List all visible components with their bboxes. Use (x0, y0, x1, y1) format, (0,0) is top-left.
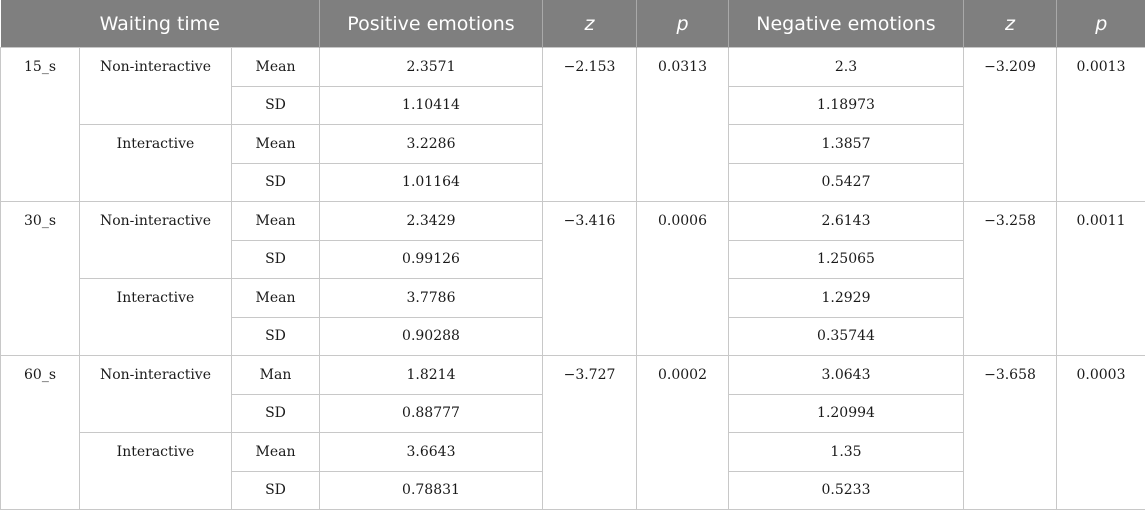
positive-z-cell: −3.416 (543, 202, 637, 356)
condition-cell: Interactive (80, 433, 232, 510)
stat-cell: SD (232, 394, 320, 433)
positive-value-cell: 0.90288 (320, 317, 543, 356)
header-positive-emotions: Positive emotions (320, 0, 543, 48)
positive-p-cell: 0.0002 (637, 356, 729, 510)
negative-value-cell: 1.25065 (729, 240, 964, 279)
positive-p-cell: 0.0313 (637, 48, 729, 202)
positive-value-cell: 3.6643 (320, 433, 543, 472)
table-row (1, 202, 1145, 241)
positive-value-cell: 3.2286 (320, 125, 543, 164)
negative-value-cell: 1.20994 (729, 394, 964, 433)
negative-value-cell: 0.35744 (729, 317, 964, 356)
waiting-time-cell: 60_s (1, 356, 80, 510)
header-waiting-time: Waiting time (1, 0, 320, 48)
negative-value-cell: 2.6143 (729, 202, 964, 241)
negative-z-cell: −3.658 (964, 356, 1057, 510)
positive-value-cell: 3.7786 (320, 279, 543, 318)
positive-z-cell: −3.727 (543, 356, 637, 510)
negative-value-cell: 2.3 (729, 48, 964, 87)
header-z-positive: z (543, 0, 637, 48)
stat-cell: Mean (232, 433, 320, 472)
positive-p-cell: 0.0006 (637, 202, 729, 356)
condition-cell: Non-interactive (80, 356, 232, 433)
header-negative-emotions: Negative emotions (729, 0, 964, 48)
negative-value-cell: 1.18973 (729, 86, 964, 125)
negative-z-cell: −3.209 (964, 48, 1057, 202)
header-p-negative: p (1057, 0, 1145, 48)
positive-value-cell: 2.3571 (320, 48, 543, 87)
waiting-time-cell: 30_s (1, 202, 80, 356)
negative-p-cell: 0.0003 (1057, 356, 1145, 510)
stat-cell: SD (232, 471, 320, 510)
table-body (1, 48, 1145, 510)
condition-cell: Interactive (80, 125, 232, 202)
positive-value-cell: 0.99126 (320, 240, 543, 279)
positive-value-cell: 0.78831 (320, 471, 543, 510)
table-header (1, 0, 1145, 48)
stat-cell: SD (232, 317, 320, 356)
stat-cell: SD (232, 163, 320, 202)
stat-cell: Mean (232, 279, 320, 318)
negative-z-cell: −3.258 (964, 202, 1057, 356)
positive-z-cell: −2.153 (543, 48, 637, 202)
condition-cell: Non-interactive (80, 202, 232, 279)
negative-value-cell: 1.35 (729, 433, 964, 472)
positive-value-cell: 1.10414 (320, 86, 543, 125)
stat-cell: SD (232, 86, 320, 125)
stat-cell: Mean (232, 48, 320, 87)
negative-value-cell: 0.5427 (729, 163, 964, 202)
positive-value-cell: 2.3429 (320, 202, 543, 241)
header-p-positive: p (637, 0, 729, 48)
condition-cell: Non-interactive (80, 48, 232, 125)
condition-cell: Interactive (80, 279, 232, 356)
negative-value-cell: 3.0643 (729, 356, 964, 395)
stat-cell: Mean (232, 125, 320, 164)
table-row (1, 48, 1145, 87)
stat-cell: SD (232, 240, 320, 279)
negative-value-cell: 0.5233 (729, 471, 964, 510)
positive-value-cell: 1.8214 (320, 356, 543, 395)
table-row (1, 356, 1145, 395)
waiting-time-cell: 15_s (1, 48, 80, 202)
stat-cell: Man (232, 356, 320, 395)
negative-p-cell: 0.0013 (1057, 48, 1145, 202)
stat-cell: Mean (232, 202, 320, 241)
positive-value-cell: 0.88777 (320, 394, 543, 433)
negative-value-cell: 1.2929 (729, 279, 964, 318)
header-z-negative: z (964, 0, 1057, 48)
negative-value-cell: 1.3857 (729, 125, 964, 164)
positive-value-cell: 1.01164 (320, 163, 543, 202)
negative-p-cell: 0.0011 (1057, 202, 1145, 356)
